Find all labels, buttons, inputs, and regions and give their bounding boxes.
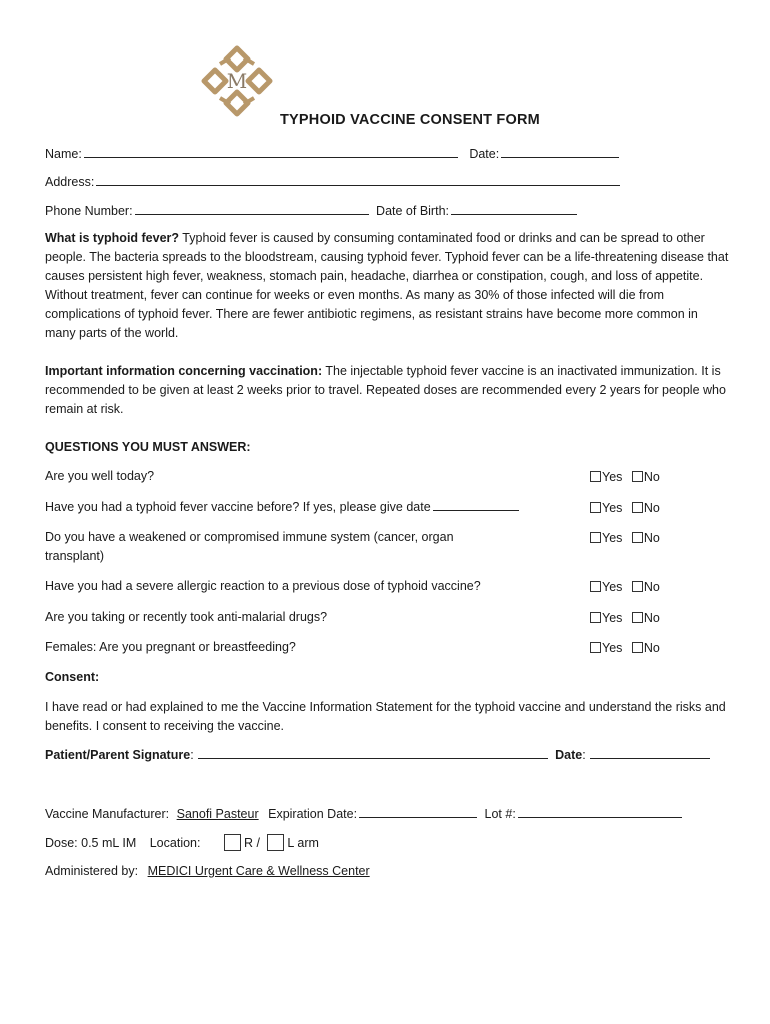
phone-dob-row <box>45 202 577 219</box>
name-field[interactable] <box>84 145 458 158</box>
expiration-label: Expiration Date: <box>268 807 358 821</box>
location-label: Location: <box>149 836 201 850</box>
question-1: Are you well today? <box>45 469 155 483</box>
lot-field[interactable] <box>518 805 682 818</box>
no-checkbox[interactable] <box>632 471 643 482</box>
yes-checkbox[interactable] <box>590 532 601 543</box>
question-3-line-1: Do you have a weakened or compromised immune system (cancer, organ <box>45 530 454 544</box>
no-label: No <box>643 580 660 594</box>
consent-heading: Consent: <box>45 670 100 684</box>
no-checkbox[interactable] <box>632 642 643 653</box>
no-label: No <box>643 501 660 515</box>
important-info-paragraph <box>45 362 730 419</box>
signature-field[interactable] <box>198 746 548 759</box>
consent-date-label: Date <box>555 748 583 762</box>
manufacturer-row <box>45 805 682 822</box>
previous-vaccine-date-field[interactable] <box>433 498 519 511</box>
dob-field[interactable] <box>451 202 577 215</box>
form-title: TYPHOID VACCINE CONSENT FORM <box>280 112 540 128</box>
answer-1 <box>590 469 660 485</box>
address-row <box>45 173 620 190</box>
name-label: Name: <box>45 147 82 161</box>
administered-label: Administered by: <box>45 864 139 878</box>
important-text: The injectable typhoid fever vaccine is an inactivated immunization. It is recommended to be given at least 2 weeks prior to travel. Repeated doses are recommended every 2 years for people who remain at risk. <box>45 364 726 416</box>
yes-label: Yes <box>602 531 623 545</box>
left-arm-checkbox[interactable] <box>267 834 284 851</box>
no-label: No <box>643 531 660 545</box>
no-label: No <box>643 641 660 655</box>
right-arm-checkbox[interactable] <box>224 834 241 851</box>
no-label: No <box>643 470 660 484</box>
address-field[interactable] <box>96 173 620 186</box>
yes-checkbox[interactable] <box>590 502 601 513</box>
answer-2 <box>590 500 660 516</box>
consent-date-field[interactable] <box>590 746 710 759</box>
name-date-row <box>45 145 619 162</box>
yes-label: Yes <box>602 580 623 594</box>
administered-value: MEDICI Urgent Care & Wellness Center <box>147 864 370 878</box>
yes-checkbox[interactable] <box>590 471 601 482</box>
administered-row <box>45 863 370 879</box>
no-label: No <box>643 611 660 625</box>
yes-label: Yes <box>602 611 623 625</box>
consent-text: I have read or had explained to me the Vaccine Information Statement for the typhoid vaccine and understand the risks and benefits. I consent to receiving the vaccine. <box>45 700 726 733</box>
question-3-line-2: transplant) <box>45 549 105 563</box>
important-heading: Important information concerning vaccination: <box>45 364 323 378</box>
yes-label: Yes <box>602 501 623 515</box>
signature-label: Patient/Parent Signature <box>45 748 191 762</box>
question-2 <box>45 498 519 517</box>
dose-row <box>45 834 319 851</box>
question-4: Have you had a severe allergic reaction to a previous dose of typhoid vaccine? <box>45 579 481 593</box>
question-2-text: Have you had a typhoid fever vaccine before? If yes, please give date <box>45 500 431 514</box>
question-6: Females: Are you pregnant or breastfeeding? <box>45 640 296 654</box>
manufacturer-label: Vaccine Manufacturer: <box>45 807 170 821</box>
yes-checkbox[interactable] <box>590 642 601 653</box>
answer-5 <box>590 610 660 626</box>
answer-3 <box>590 530 660 546</box>
date-label: Date: <box>469 147 500 161</box>
no-checkbox[interactable] <box>632 612 643 623</box>
expiration-field[interactable] <box>359 805 477 818</box>
phone-field[interactable] <box>135 202 369 215</box>
logo-letter: M <box>226 69 248 93</box>
answer-4 <box>590 579 660 595</box>
question-3 <box>45 528 454 566</box>
lot-label: Lot #: <box>484 807 516 821</box>
signature-colon: : <box>190 748 194 762</box>
what-is-typhoid-paragraph <box>45 229 730 343</box>
questions-heading: QUESTIONS YOU MUST ANSWER: <box>45 440 251 454</box>
dob-label: Date of Birth: <box>376 204 449 218</box>
yes-label: Yes <box>602 470 623 484</box>
left-arm-label: L arm <box>287 836 319 850</box>
no-checkbox[interactable] <box>632 532 643 543</box>
yes-checkbox[interactable] <box>590 581 601 592</box>
no-checkbox[interactable] <box>632 581 643 592</box>
what-text: Typhoid fever is caused by consuming contaminated food or drinks and can be spread to other people. The bacteria spreads to the bloodstream, causing typhoid fever. Typhoid fever can be a life-threatening disease that causes persistent high fever, weakness, stomach pain, headache, diarrhea or constipation, cough, and loss of appetite. Without treatment, fever can continue for weeks or even months. As many as 30% of those infected will die from complications of typhoid fever. There are fewer antibiotic regimens, as resistant strains have become more common in many parts of the world. <box>45 231 729 340</box>
medici-logo-icon <box>200 44 274 118</box>
yes-label: Yes <box>602 641 623 655</box>
date-field[interactable] <box>501 145 619 158</box>
address-label: Address: <box>45 175 95 189</box>
manufacturer-value: Sanofi Pasteur <box>176 807 259 821</box>
yes-checkbox[interactable] <box>590 612 601 623</box>
answer-6 <box>590 640 660 656</box>
no-checkbox[interactable] <box>632 502 643 513</box>
question-5: Are you taking or recently took anti-malarial drugs? <box>45 610 328 624</box>
right-arm-label: R / <box>243 836 260 850</box>
phone-label: Phone Number: <box>45 204 133 218</box>
what-heading: What is typhoid fever? <box>45 231 180 245</box>
signature-row <box>45 746 710 763</box>
date-colon: : <box>582 748 586 762</box>
dose-label: Dose: 0.5 mL IM <box>45 836 137 850</box>
